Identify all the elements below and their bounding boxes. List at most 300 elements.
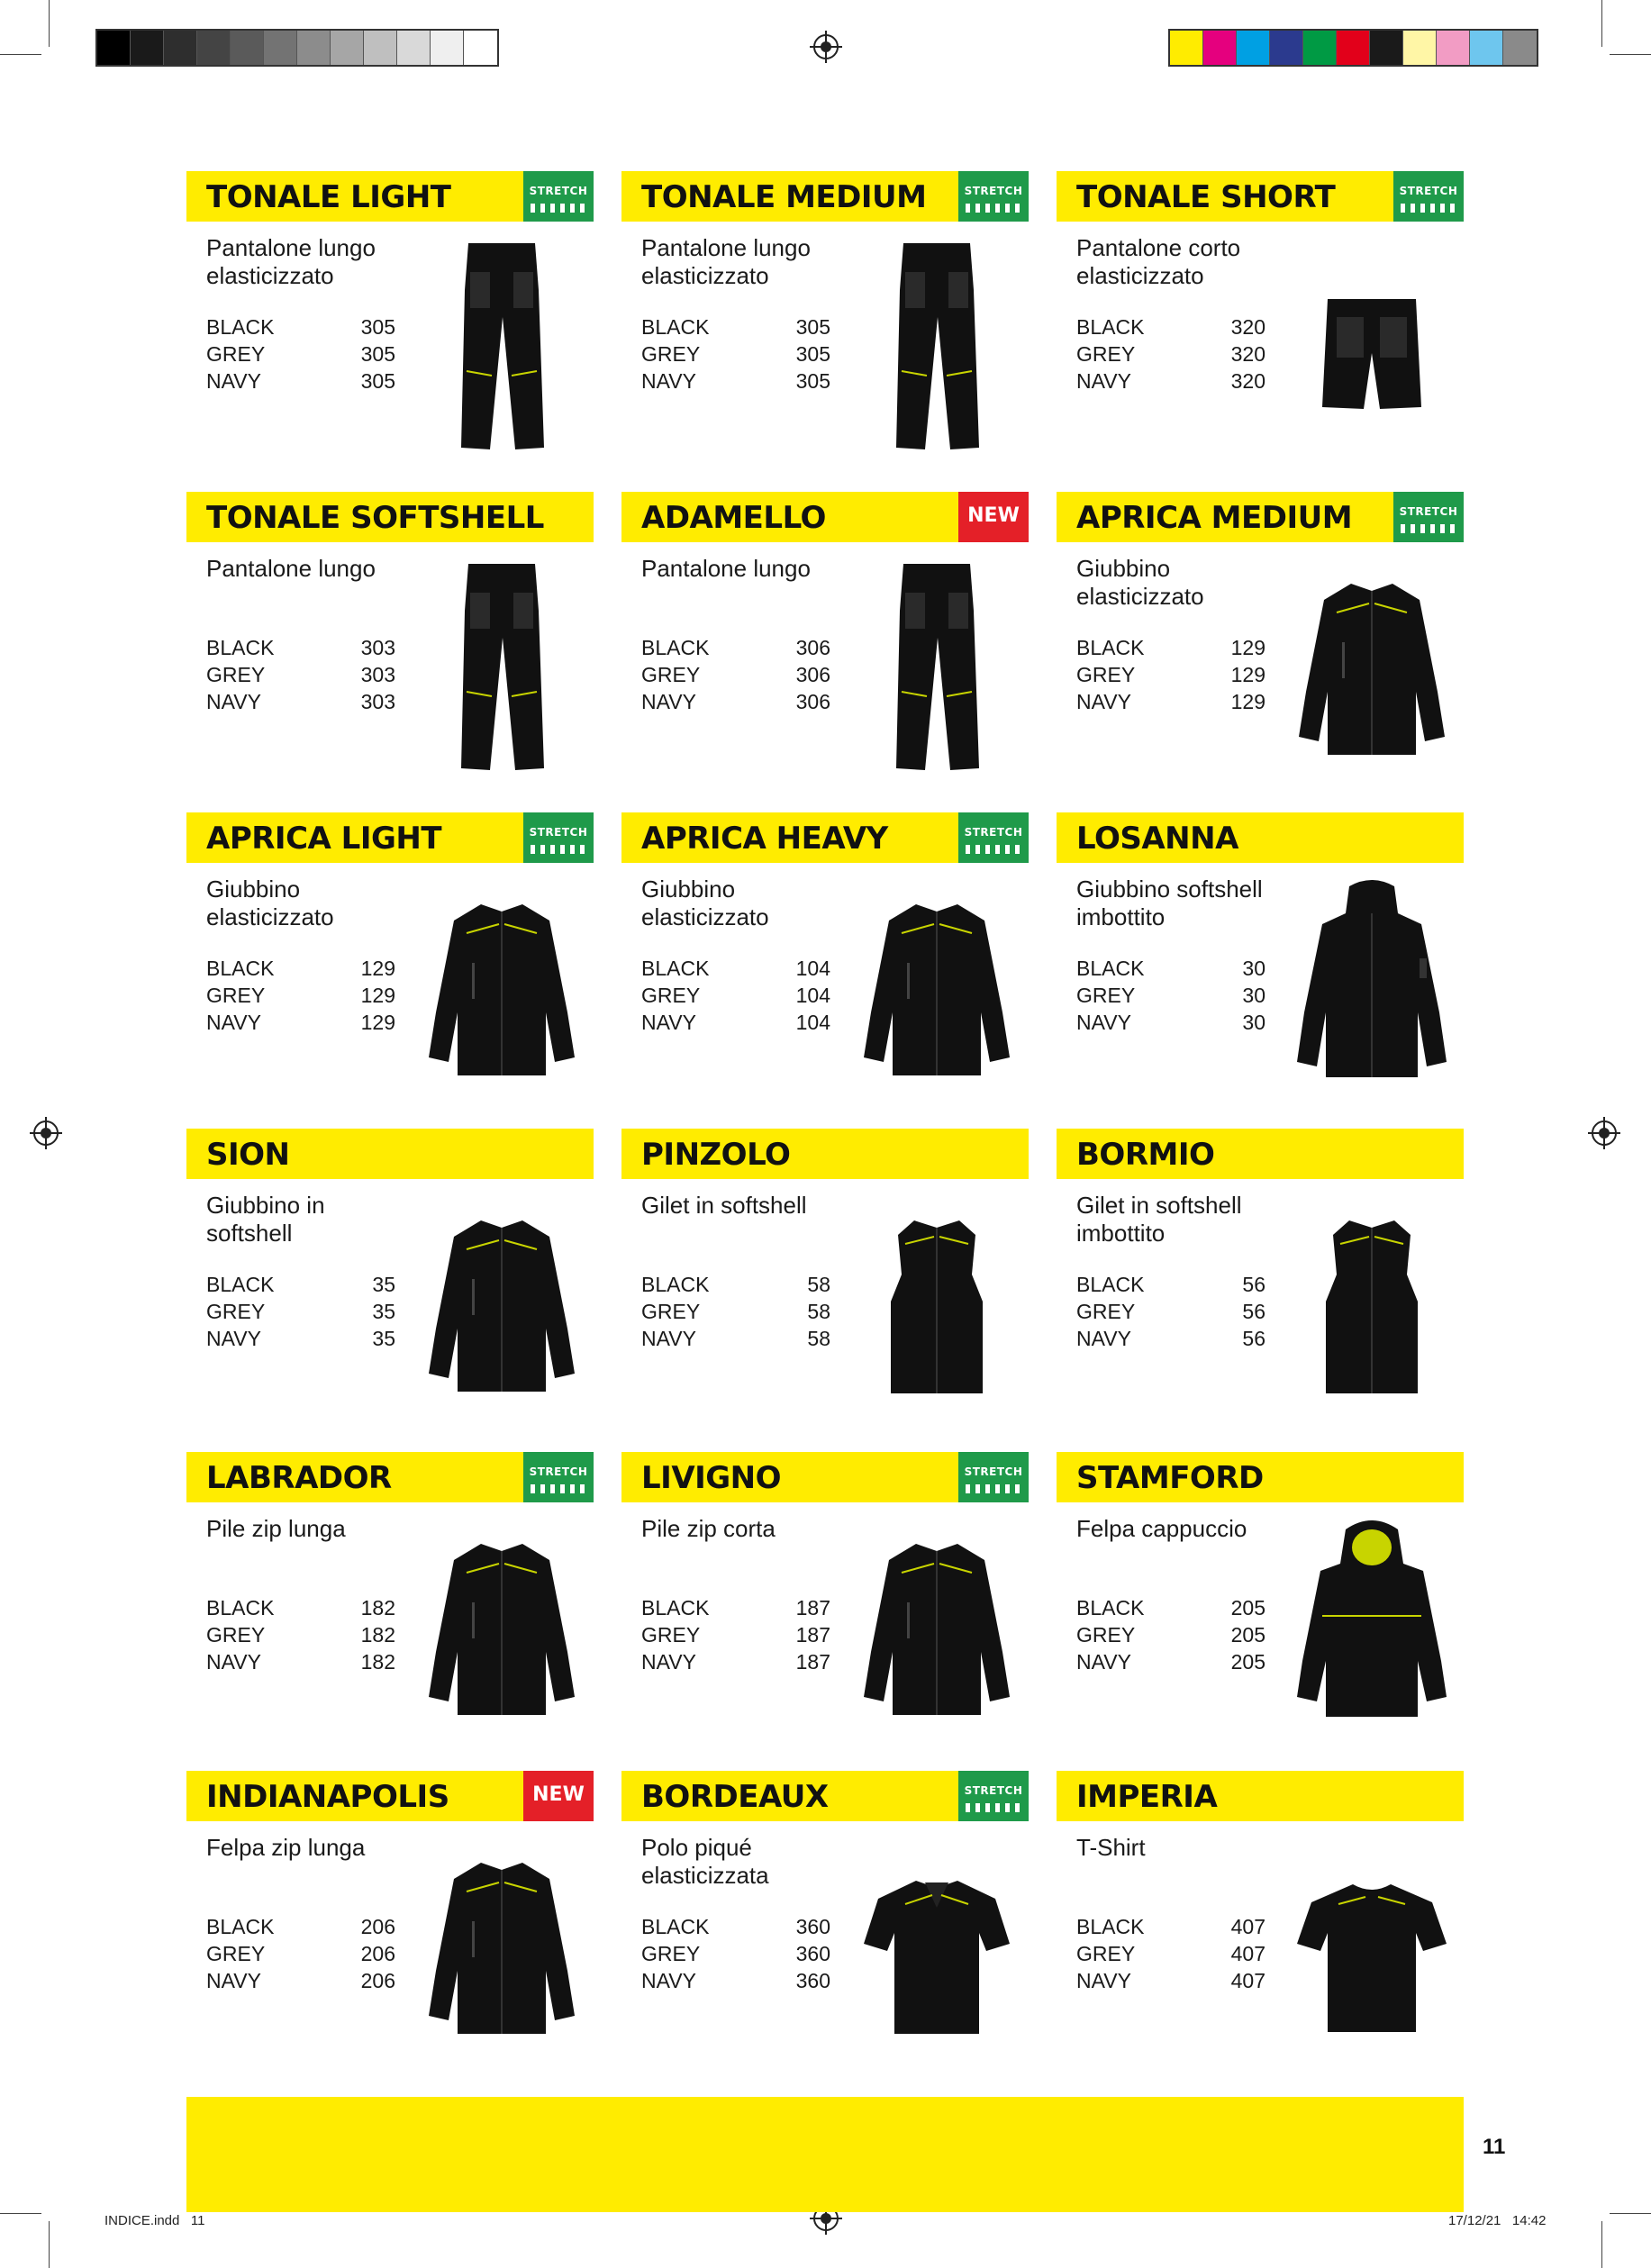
color-name: NAVY [1076, 1650, 1131, 1674]
product-description: Pantalone lungo elasticizzato [641, 234, 811, 289]
color-swatch [264, 31, 297, 65]
color-name: BLACK [641, 315, 710, 339]
color-swatch [1370, 31, 1403, 65]
color-code: 182 [360, 1596, 395, 1619]
color-name: BLACK [206, 1273, 275, 1296]
ruler-icon [531, 204, 586, 213]
color-name: NAVY [641, 690, 696, 713]
color-name: GREY [1076, 342, 1136, 366]
jacket-icon [1286, 557, 1457, 777]
product-title: LABRADOR [206, 1460, 392, 1496]
color-name: GREY [641, 984, 701, 1007]
product-title: APRICA MEDIUM [1076, 500, 1353, 536]
color-name: NAVY [206, 1650, 261, 1674]
color-swatch [97, 31, 131, 65]
stretch-badge [958, 1771, 1029, 1821]
color-code: 303 [360, 636, 395, 659]
color-row [206, 367, 395, 395]
product-card [621, 492, 1029, 789]
color-row [1076, 1594, 1265, 1621]
color-code: 30 [1242, 984, 1265, 1007]
product-title-bar [1057, 1452, 1464, 1502]
product-title: LOSANNA [1076, 821, 1238, 857]
color-name: BLACK [641, 636, 710, 659]
product-title: PINZOLO [641, 1137, 791, 1173]
color-name: GREY [641, 1942, 701, 1965]
color-row [206, 1298, 395, 1325]
slug-file-info: INDICE.indd 11 [104, 2213, 205, 2228]
color-list [641, 1271, 830, 1352]
product-description: Giubbino elasticizzato [206, 875, 334, 930]
color-code: 306 [795, 690, 830, 713]
color-row [1076, 1325, 1265, 1352]
product-card [621, 1452, 1029, 1749]
color-row [206, 313, 395, 340]
color-code: 104 [795, 957, 830, 980]
color-name: NAVY [641, 1650, 696, 1674]
product-title: SION [206, 1137, 290, 1173]
color-code: 306 [795, 636, 830, 659]
color-name: BLACK [1076, 315, 1145, 339]
crop-mark [49, 0, 50, 47]
color-code: 303 [360, 690, 395, 713]
product-description: Polo piqué elasticizzata [641, 1834, 769, 1889]
color-name: GREY [641, 663, 701, 686]
product-description: Pantalone lungo [206, 555, 376, 582]
color-list [1076, 1913, 1265, 1994]
stretch-badge-label: STRETCH [529, 826, 588, 839]
product-title-bar [186, 1129, 594, 1179]
color-name: BLACK [206, 1596, 275, 1619]
product-description: Felpa cappuccio [1076, 1515, 1247, 1542]
product-description: Pantalone lungo [641, 555, 811, 582]
color-code: 35 [372, 1300, 395, 1323]
color-row [206, 1621, 395, 1648]
product-description: Pile zip lunga [206, 1515, 346, 1542]
color-list [206, 634, 395, 715]
color-row [1076, 661, 1265, 688]
color-list [1076, 313, 1265, 395]
color-row [206, 634, 395, 661]
color-row [641, 1271, 830, 1298]
product-title: TONALE MEDIUM [641, 179, 927, 215]
color-list [641, 313, 830, 395]
color-row [1076, 634, 1265, 661]
color-code: 182 [360, 1623, 395, 1647]
color-name: BLACK [641, 1596, 710, 1619]
product-title-bar [1057, 1771, 1464, 1821]
new-badge-label: NEW [967, 504, 1020, 527]
color-swatch [1503, 31, 1537, 65]
stretch-badge [958, 171, 1029, 222]
product-description: Felpa zip lunga [206, 1834, 366, 1861]
color-code: 305 [360, 315, 395, 339]
color-swatch [197, 31, 231, 65]
color-name: GREY [206, 1942, 266, 1965]
color-swatch [164, 31, 197, 65]
color-row [641, 661, 830, 688]
crop-mark [1601, 0, 1602, 47]
product-title: ADAMELLO [641, 500, 826, 536]
color-name: NAVY [641, 369, 696, 393]
crop-mark [0, 54, 41, 55]
product-title-bar [186, 1452, 594, 1502]
color-list [641, 955, 830, 1036]
color-swatch [1270, 31, 1303, 65]
color-row [206, 1940, 395, 1967]
product-title-bar [621, 1129, 1029, 1179]
gray-color-bar [95, 29, 499, 67]
color-row [641, 1325, 830, 1352]
product-description: Giubbino elasticizzato [1076, 555, 1204, 610]
color-list [206, 1913, 395, 1994]
stretch-badge-label: STRETCH [964, 1465, 1023, 1478]
color-row [641, 367, 830, 395]
color-code: 129 [1230, 663, 1265, 686]
product-title: TONALE SHORT [1076, 179, 1336, 215]
product-description: Giubbino in softshell [206, 1192, 325, 1247]
color-row [1076, 1009, 1265, 1036]
color-row [641, 1913, 830, 1940]
pants-icon [416, 557, 587, 777]
jacket-icon [851, 877, 1022, 1098]
color-list [641, 634, 830, 715]
color-name: BLACK [206, 957, 275, 980]
color-code: 187 [795, 1596, 830, 1619]
product-title: BORDEAUX [641, 1779, 829, 1815]
color-row [206, 1967, 395, 1994]
color-list [1076, 634, 1265, 715]
vest-icon [851, 1193, 1022, 1414]
stretch-badge-label: STRETCH [1399, 185, 1458, 197]
product-card [1057, 812, 1464, 1110]
color-code: 360 [795, 1942, 830, 1965]
color-name: NAVY [1076, 690, 1131, 713]
stretch-badge [958, 1452, 1029, 1502]
color-row [206, 661, 395, 688]
color-list [206, 313, 395, 395]
color-swatch [1203, 31, 1237, 65]
product-title-bar [1057, 812, 1464, 863]
ruler-icon [531, 845, 586, 854]
color-name: NAVY [1076, 1327, 1131, 1350]
product-title: TONALE SOFTSHELL [206, 500, 544, 536]
color-code: 360 [795, 1915, 830, 1938]
color-name: GREY [206, 342, 266, 366]
product-description: Gilet in softshell [641, 1192, 807, 1219]
color-row [641, 313, 830, 340]
color-name: NAVY [206, 1327, 261, 1350]
product-title-bar [621, 1452, 1029, 1502]
color-row [1076, 367, 1265, 395]
color-list [206, 955, 395, 1036]
color-name: GREY [206, 663, 266, 686]
stretch-badge [523, 1452, 594, 1502]
crop-mark [49, 2221, 50, 2268]
color-code: 56 [1242, 1327, 1265, 1350]
color-row [1076, 982, 1265, 1009]
product-title: APRICA HEAVY [641, 821, 888, 857]
shorts-icon [1286, 236, 1457, 457]
color-list [1076, 955, 1265, 1036]
product-title-bar [621, 1771, 1029, 1821]
color-row [641, 688, 830, 715]
color-name: NAVY [1076, 369, 1131, 393]
color-list [1076, 1271, 1265, 1352]
product-card [621, 1129, 1029, 1426]
color-row [206, 340, 395, 367]
polo-icon [851, 1836, 1022, 2056]
color-row [1076, 1648, 1265, 1675]
color-code: 360 [795, 1969, 830, 1992]
color-row [1076, 313, 1265, 340]
color-code: 104 [795, 1011, 830, 1034]
crop-mark [1610, 2213, 1651, 2214]
product-title-bar [1057, 1129, 1464, 1179]
stretch-badge-label: STRETCH [964, 1784, 1023, 1797]
product-card [1057, 1452, 1464, 1749]
product-card [1057, 492, 1464, 789]
crop-mark [1610, 54, 1651, 55]
color-name: GREY [641, 342, 701, 366]
color-name: BLACK [641, 1915, 710, 1938]
color-code: 206 [360, 1915, 395, 1938]
color-code: 305 [795, 315, 830, 339]
product-card [186, 1771, 594, 2068]
color-row [206, 1648, 395, 1675]
product-title: BORMIO [1076, 1137, 1215, 1173]
color-name: GREY [206, 1300, 266, 1323]
color-code: 320 [1230, 369, 1265, 393]
color-code: 206 [360, 1942, 395, 1965]
color-code: 305 [795, 342, 830, 366]
color-row [641, 955, 830, 982]
color-row [641, 1967, 830, 1994]
color-code: 58 [807, 1300, 830, 1323]
stretch-badge [958, 812, 1029, 863]
color-code: 56 [1242, 1300, 1265, 1323]
product-title-bar [621, 171, 1029, 222]
ruler-icon [966, 1484, 1021, 1493]
color-name: NAVY [641, 1327, 696, 1350]
color-code: 30 [1242, 1011, 1265, 1034]
color-row [206, 982, 395, 1009]
product-card [621, 171, 1029, 468]
jacket-icon [416, 877, 587, 1098]
color-row [641, 1648, 830, 1675]
color-name: NAVY [206, 1011, 261, 1034]
color-swatch [431, 31, 464, 65]
color-name: NAVY [206, 1969, 261, 1992]
color-swatch [1403, 31, 1437, 65]
product-card [186, 171, 594, 468]
color-code: 187 [795, 1623, 830, 1647]
color-code: 407 [1230, 1915, 1265, 1938]
color-code: 187 [795, 1650, 830, 1674]
color-name: BLACK [1076, 636, 1145, 659]
color-name: GREY [1076, 1623, 1136, 1647]
color-name: NAVY [1076, 1011, 1131, 1034]
color-name: BLACK [641, 1273, 710, 1296]
ruler-icon [1401, 204, 1456, 213]
color-code: 104 [795, 984, 830, 1007]
color-swatch [131, 31, 164, 65]
color-swatch [464, 31, 497, 65]
product-title-bar [186, 492, 594, 542]
color-code: 305 [360, 369, 395, 393]
color-row [641, 1009, 830, 1036]
color-row [641, 982, 830, 1009]
product-card [621, 812, 1029, 1110]
product-title: INDIANAPOLIS [206, 1779, 449, 1815]
color-swatch [1170, 31, 1203, 65]
ruler-icon [966, 845, 1021, 854]
pants-icon [416, 236, 587, 457]
crop-mark [1601, 2221, 1602, 2268]
new-badge [958, 492, 1029, 542]
new-badge [523, 1771, 594, 1821]
color-code: 129 [1230, 690, 1265, 713]
color-name: BLACK [1076, 1273, 1145, 1296]
color-row [1076, 340, 1265, 367]
footer-bar [186, 2097, 1464, 2212]
crop-mark [0, 2213, 41, 2214]
product-description: Pantalone corto elasticizzato [1076, 234, 1241, 289]
jacket-icon [851, 1517, 1022, 1737]
color-swatch [1237, 31, 1270, 65]
product-title-bar [186, 171, 594, 222]
color-code: 205 [1230, 1596, 1265, 1619]
color-code: 305 [795, 369, 830, 393]
color-name: NAVY [206, 690, 261, 713]
color-row [1076, 1298, 1265, 1325]
product-card [186, 492, 594, 789]
pants-icon [851, 557, 1022, 777]
color-code: 205 [1230, 1650, 1265, 1674]
product-description: Giubbino elasticizzato [641, 875, 769, 930]
pants-icon [851, 236, 1022, 457]
product-description: Giubbino softshell imbottito [1076, 875, 1263, 930]
stretch-badge-label: STRETCH [964, 826, 1023, 839]
product-card [186, 1452, 594, 1749]
color-row [206, 1271, 395, 1298]
color-name: GREY [206, 1623, 266, 1647]
color-swatch [1303, 31, 1337, 65]
product-title-bar [621, 812, 1029, 863]
color-swatch [1470, 31, 1503, 65]
product-title: TONALE LIGHT [206, 179, 451, 215]
color-row [1076, 1967, 1265, 1994]
color-list [206, 1271, 395, 1352]
color-code: 306 [795, 663, 830, 686]
product-description: Gilet in softshell imbottito [1076, 1192, 1242, 1247]
registration-mark-icon [33, 1120, 59, 1146]
stretch-badge-label: STRETCH [964, 185, 1023, 197]
color-name: BLACK [1076, 1596, 1145, 1619]
color-name: BLACK [206, 636, 275, 659]
color-code: 35 [372, 1273, 395, 1296]
ruler-icon [531, 1484, 586, 1493]
color-swatch [297, 31, 331, 65]
color-name: GREY [641, 1300, 701, 1323]
color-swatch [231, 31, 264, 65]
hoodie-icon [1286, 1517, 1457, 1737]
color-code: 305 [360, 342, 395, 366]
color-code: 320 [1230, 342, 1265, 366]
color-row [206, 1594, 395, 1621]
product-description: Pantalone lungo elasticizzato [206, 234, 376, 289]
color-row [206, 1325, 395, 1352]
color-row [641, 1594, 830, 1621]
color-row [641, 634, 830, 661]
color-code: 129 [360, 984, 395, 1007]
color-row [641, 340, 830, 367]
color-code: 129 [1230, 636, 1265, 659]
color-name: GREY [641, 1623, 701, 1647]
stretch-badge [1393, 492, 1464, 542]
color-swatch [1337, 31, 1370, 65]
color-code: 30 [1242, 957, 1265, 980]
color-name: BLACK [641, 957, 710, 980]
color-name: BLACK [1076, 1915, 1145, 1938]
product-title-bar [186, 812, 594, 863]
color-code: 303 [360, 663, 395, 686]
product-description: T-Shirt [1076, 1834, 1146, 1861]
color-swatch [397, 31, 431, 65]
product-title-bar [1057, 492, 1464, 542]
product-card [1057, 1129, 1464, 1426]
color-row [206, 688, 395, 715]
color-swatch [364, 31, 397, 65]
color-name: NAVY [1076, 1969, 1131, 1992]
color-row [641, 1298, 830, 1325]
color-list [641, 1594, 830, 1675]
product-card [186, 812, 594, 1110]
jacket-icon [416, 1517, 587, 1737]
color-row [1076, 1621, 1265, 1648]
color-row [1076, 1940, 1265, 1967]
color-code: 58 [807, 1327, 830, 1350]
ruler-icon [1401, 524, 1456, 533]
color-name: NAVY [641, 1969, 696, 1992]
color-row [1076, 955, 1265, 982]
color-list [206, 1594, 395, 1675]
color-name: GREY [1076, 1300, 1136, 1323]
product-title: LIVIGNO [641, 1460, 782, 1496]
color-code: 407 [1230, 1969, 1265, 1992]
jacket-icon [416, 1193, 587, 1414]
color-name: GREY [1076, 984, 1136, 1007]
product-title-bar [1057, 171, 1464, 222]
color-code: 182 [360, 1650, 395, 1674]
color-row [641, 1621, 830, 1648]
stretch-badge-label: STRETCH [529, 185, 588, 197]
color-list [1076, 1594, 1265, 1675]
stretch-badge [523, 171, 594, 222]
registration-mark-icon [1592, 1120, 1617, 1146]
color-row [206, 955, 395, 982]
color-row [206, 1913, 395, 1940]
color-name: GREY [1076, 1942, 1136, 1965]
product-card [1057, 1771, 1464, 2068]
color-name: NAVY [206, 369, 261, 393]
color-list [641, 1913, 830, 1994]
registration-mark-icon [813, 34, 839, 59]
stretch-badge [523, 812, 594, 863]
product-card [1057, 171, 1464, 468]
color-row [641, 1940, 830, 1967]
slug-date-info: 17/12/21 14:42 [1448, 2213, 1547, 2228]
